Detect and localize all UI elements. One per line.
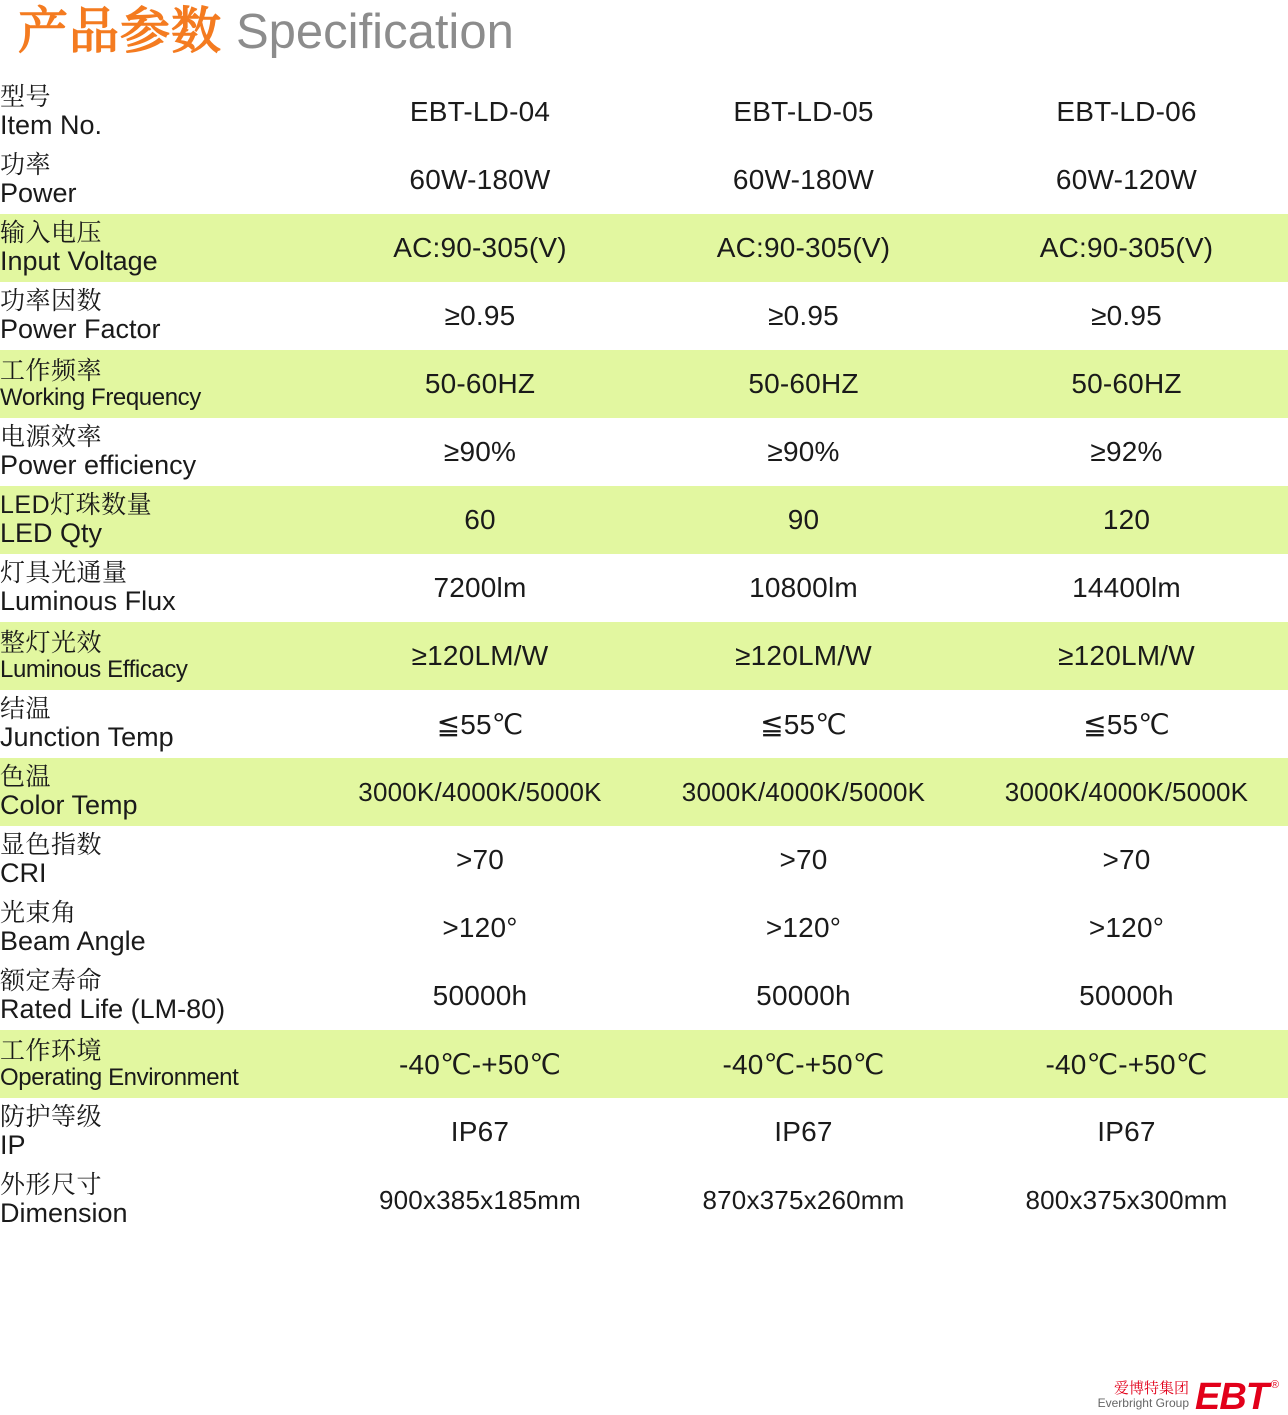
row-label-en: Dimension (0, 1197, 128, 1228)
row-label-en: LED Qty (0, 517, 103, 548)
row-label (0, 1166, 318, 1234)
row-label-en: Rated Life (LM-80) (0, 993, 226, 1024)
row-label-cn: 外形尺寸 (0, 1171, 103, 1200)
table-row (0, 486, 1288, 554)
table-row (0, 1098, 1288, 1166)
row-value: 60 (318, 486, 642, 554)
row-value: 10800lm (642, 554, 965, 622)
row-value: >70 (642, 826, 965, 894)
row-value: 60W-180W (318, 146, 642, 214)
row-value: IP67 (318, 1098, 642, 1166)
row-label (0, 962, 318, 1030)
table-row (0, 826, 1288, 894)
row-value: AC:90-305(V) (642, 214, 965, 282)
table-row (0, 146, 1288, 214)
row-label-cn: 结温 (0, 695, 52, 724)
row-value: ≥90% (318, 418, 642, 486)
row-value: EBT-LD-04 (318, 78, 642, 146)
row-label-en: Power efficiency (0, 449, 197, 480)
row-label-cn: 显色指数 (0, 831, 103, 860)
row-value: ≥90% (642, 418, 965, 486)
row-value: EBT-LD-06 (965, 78, 1288, 146)
row-label (0, 214, 318, 282)
row-label (0, 1030, 318, 1098)
row-label-cn: 输入电压 (0, 219, 103, 248)
row-value: 60W-180W (642, 146, 965, 214)
row-label-en: Working Frequency (0, 383, 201, 411)
row-value: 900x385x185mm (318, 1166, 642, 1234)
row-label-en: Operating Environment (0, 1063, 239, 1091)
table-row (0, 894, 1288, 962)
row-label (0, 554, 318, 622)
row-label-cn: 整灯光效 (0, 628, 103, 657)
table-row (0, 622, 1288, 690)
row-label (0, 826, 318, 894)
table-row (0, 350, 1288, 418)
row-value: 14400lm (965, 554, 1288, 622)
row-value: 50000h (642, 962, 965, 1030)
row-label (0, 78, 318, 146)
page-title-cn: 产品参数 (18, 3, 222, 59)
table-row (0, 758, 1288, 826)
row-value: ≥92% (965, 418, 1288, 486)
row-value: 50-60HZ (965, 350, 1288, 418)
table-row (0, 1030, 1288, 1098)
row-value: ≥0.95 (965, 282, 1288, 350)
row-value: 50000h (965, 962, 1288, 1030)
company-name-cn: 爱博特集团 (1113, 1379, 1189, 1397)
row-value: >70 (318, 826, 642, 894)
row-value: >120° (642, 894, 965, 962)
row-label (0, 418, 318, 486)
row-value: AC:90-305(V) (318, 214, 642, 282)
row-value: ≥120LM/W (642, 622, 965, 690)
row-label-en: Beam Angle (0, 925, 146, 956)
table-row (0, 690, 1288, 758)
specification-table (0, 78, 1288, 1234)
table-row (0, 962, 1288, 1030)
row-label-cn: 光束角 (0, 899, 77, 928)
row-value: AC:90-305(V) (965, 214, 1288, 282)
table-row (0, 282, 1288, 350)
table-row (0, 214, 1288, 282)
row-value: >120° (318, 894, 642, 962)
row-label-en: Input Voltage (0, 245, 158, 276)
row-value: IP67 (965, 1098, 1288, 1166)
company-logo (1097, 1375, 1278, 1415)
row-value: 800x375x300mm (965, 1166, 1288, 1234)
row-label (0, 350, 318, 418)
row-value: IP67 (642, 1098, 965, 1166)
row-label-cn: 功率因数 (0, 287, 103, 316)
row-label (0, 486, 318, 554)
row-value: -40℃-+50℃ (318, 1030, 642, 1098)
registered-trademark-icon: ® (1270, 1378, 1278, 1391)
row-value: 60W-120W (965, 146, 1288, 214)
row-label-cn: 工作环境 (0, 1036, 103, 1065)
row-value: ≦55℃ (965, 690, 1288, 758)
row-value: -40℃-+50℃ (965, 1030, 1288, 1098)
page-header (0, 0, 1288, 78)
row-label-cn: 防护等级 (0, 1103, 103, 1132)
row-label (0, 758, 318, 826)
row-value: >120° (965, 894, 1288, 962)
table-row (0, 418, 1288, 486)
row-label-en: Power (0, 177, 77, 208)
row-label-en: Luminous Efficacy (0, 655, 188, 683)
table-row (0, 1166, 1288, 1234)
row-value: 50-60HZ (642, 350, 965, 418)
row-label-en: Junction Temp (0, 721, 174, 752)
row-value: 3000K/4000K/5000K (318, 758, 642, 826)
row-value: ≥0.95 (318, 282, 642, 350)
brand-mark (1195, 1375, 1278, 1415)
row-label (0, 690, 318, 758)
row-label (0, 146, 318, 214)
row-value: ≦55℃ (642, 690, 965, 758)
row-label (0, 282, 318, 350)
row-label-en: Power Factor (0, 313, 161, 344)
row-value: ≦55℃ (318, 690, 642, 758)
row-value: ≥120LM/W (965, 622, 1288, 690)
row-label (0, 622, 318, 690)
row-value: 3000K/4000K/5000K (965, 758, 1288, 826)
row-label-cn: 电源效率 (0, 423, 103, 452)
row-label-cn: 色温 (0, 763, 52, 792)
row-value: 50-60HZ (318, 350, 642, 418)
specification-table-body (0, 78, 1288, 1234)
table-row (0, 554, 1288, 622)
row-label-cn: 功率 (0, 151, 52, 180)
row-value: -40℃-+50℃ (642, 1030, 965, 1098)
row-value: EBT-LD-05 (642, 78, 965, 146)
row-label-cn: LED灯珠数量 (0, 491, 153, 520)
row-label-en: CRI (0, 857, 47, 888)
row-label (0, 1098, 318, 1166)
company-name (1098, 1380, 1189, 1413)
row-label-en: Color Temp (0, 789, 138, 820)
row-value: >70 (965, 826, 1288, 894)
row-label-en: Item No. (0, 109, 103, 140)
row-label-en: Luminous Flux (0, 585, 176, 616)
row-label-cn: 型号 (0, 83, 52, 112)
row-label-en: IP (0, 1129, 26, 1160)
row-value: 3000K/4000K/5000K (642, 758, 965, 826)
company-name-en: Everbright Group (1097, 1396, 1189, 1411)
row-value: 50000h (318, 962, 642, 1030)
row-value: 7200lm (318, 554, 642, 622)
row-value: ≥120LM/W (318, 622, 642, 690)
row-label (0, 894, 318, 962)
row-value: 870x375x260mm (642, 1166, 965, 1234)
row-value: 90 (642, 486, 965, 554)
row-label-cn: 额定寿命 (0, 967, 103, 996)
table-row (0, 78, 1288, 146)
row-value: ≥0.95 (642, 282, 965, 350)
row-label-cn: 工作频率 (0, 356, 103, 385)
page-title-en: Specification (236, 5, 514, 59)
brand-text: EBT (1195, 1375, 1268, 1415)
row-label-cn: 灯具光通量 (0, 559, 128, 588)
row-value: 120 (965, 486, 1288, 554)
